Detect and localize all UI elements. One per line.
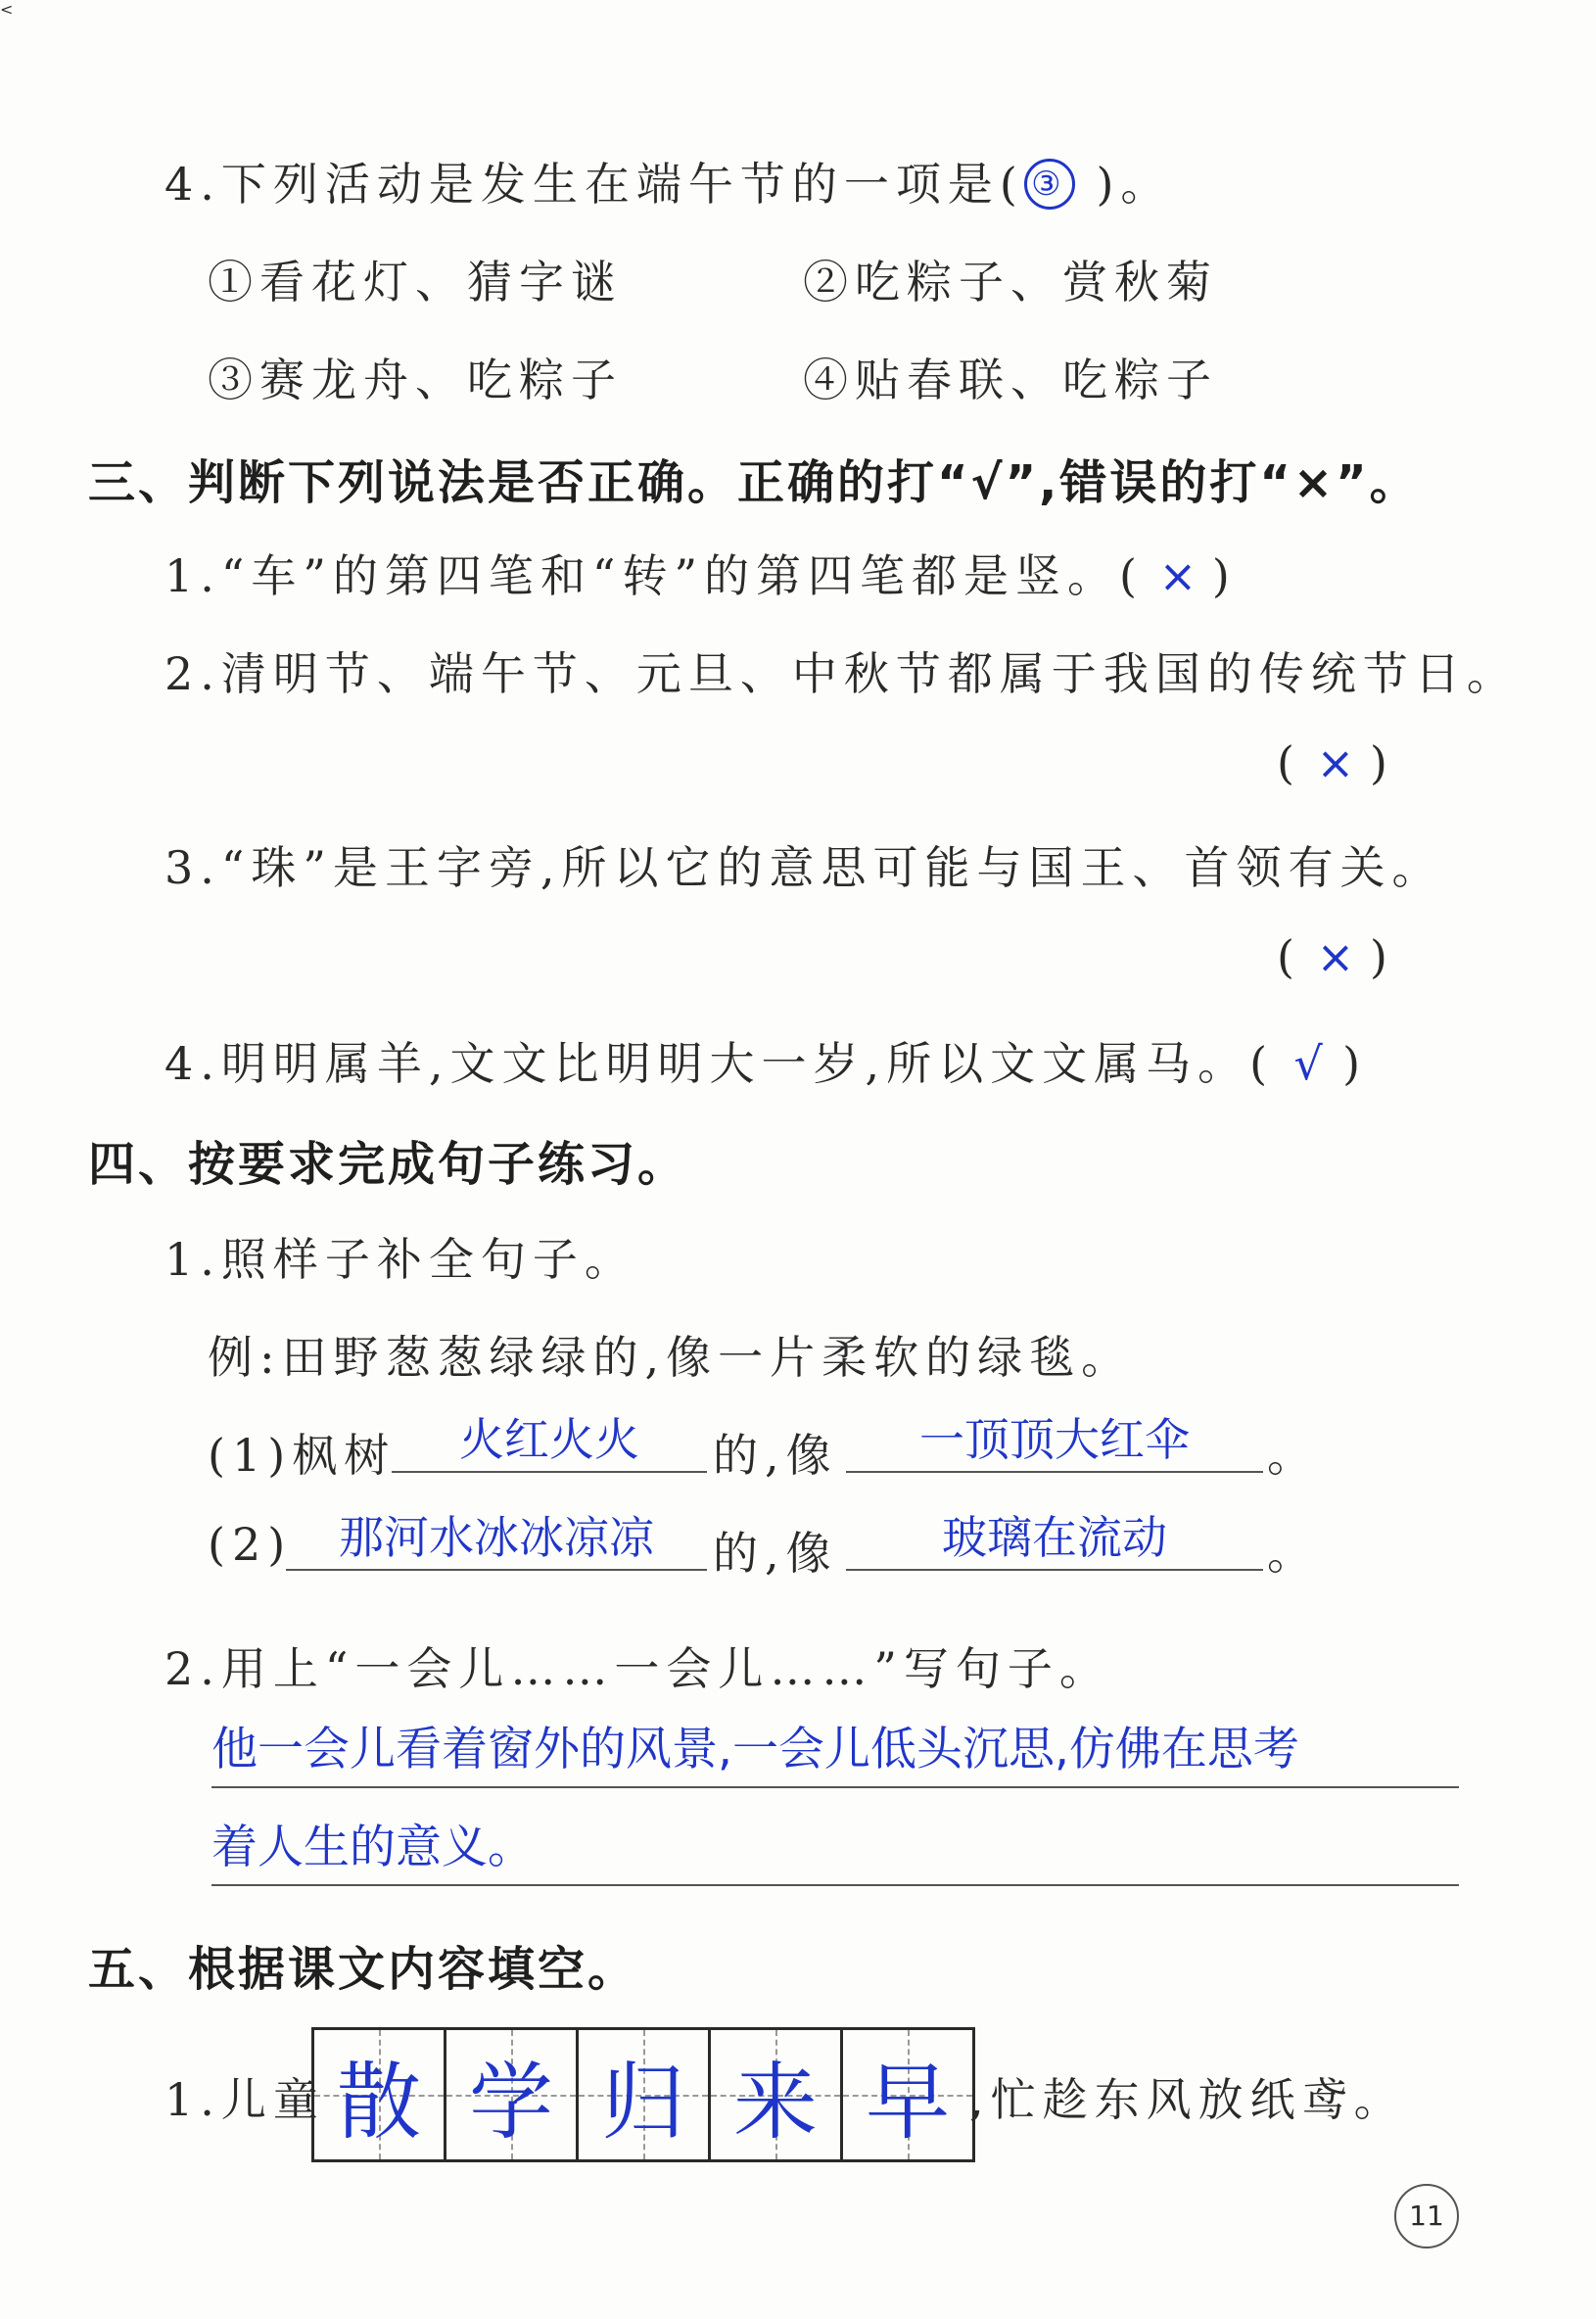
s3-item-2-text: 2.清明节、端午节、元旦、中秋节都属于我国的传统节日。 [164,647,1519,700]
q4-option-2: ②吃粽子、赏秋菊 [803,256,1218,308]
s4-s2-blank-2: 玻璃在流动 [846,1508,1263,1571]
grid-cell [711,2030,843,2159]
q4-option-3: ③赛龙舟、吃粽子 [208,354,623,406]
s4-example: 例:田野葱葱绿绿的,像一片柔软的绿毯。 [208,1331,1134,1384]
s4-s1-prefix: (1)枫树 [208,1429,397,1482]
worksheet-page: 4.下列活动是发生在端午节的一项是( ③ )。 ①看花灯、猜字谜 ②吃粽子、赏秋菊 ③赛龙舟、吃粽子 ④贴春联、吃粽子 三、判断下列说法是否正确。正确的打“√”,错误的打“×”。 1.“车”的第四笔和“转”的第四笔都是竖。( × ) 2.清明节、端午节、元旦、中秋节都属于我国的传统节日。 ( × ) 3.“珠”是王字旁,所以它的意思可能与国王、首领有关。 ( × ) 4.明明属羊,文文比明明大一岁,所以文文属马。( √ ) 四、按要求完成句子练习。 1.照样子补全句子。 例:田野葱葱绿绿的,像一片柔软的绿毯。 (1)枫树 火红火火 的,像 一顶顶大红伞 。 (2) 那河水冰冰凉凉 的,像 玻璃在流动 。 2.用上“一会儿……一会儿……”写句子。 他一会儿看着窗外的风景,一会儿低头沉思,仿佛在思考 着人生的意义。 < 五、根据课文内容填空。 1.儿童 散 学 归 来 早 ,忙趁东风放纸鸢。 11 [0,0,1596,2319]
s3-item-3-answer: × [1316,930,1355,983]
s4-s2-mid: 的,像 [713,1527,838,1580]
section4-title: 四、按要求完成句子练习。 [88,1137,688,1192]
tianzige-grid [311,2027,975,2162]
s3-item-1: 1.“车”的第四笔和“转”的第四笔都是竖。( × ) [164,549,1237,602]
s3-item-4-answer: √ [1293,1037,1323,1090]
s3-item-3-paren: ( × ) [1277,930,1394,983]
s4-s2-prefix: (2) [208,1518,293,1571]
s4-q1-label: 1.照样子补全句子。 [164,1233,636,1286]
q4-answer: ③ [1024,159,1075,210]
q4-stem-before: 4.下列活动是发生在端午节的一项是( [164,158,1024,211]
s3-item-2-paren: ( × ) [1277,736,1394,789]
section5-title: 五、根据课文内容填空。 [88,1942,638,1997]
page-number: 11 [1394,2184,1459,2248]
grid-char-1: 散 [337,2054,421,2152]
s3-item-1-answer: × [1158,549,1197,602]
s4-q2-label: 2.用上“一会儿……一会儿……”写句子。 [164,1642,1111,1695]
s4-q2-answer-line-1: 他一会儿看着窗外的风景,一会儿低头沉思,仿佛在思考 [211,1716,1459,1788]
s4-s1-end: 。 [1267,1429,1319,1482]
s3-item-1-text: 1.“车”的第四笔和“转”的第四笔都是竖。 [164,549,1119,602]
grid-cell [314,2030,446,2159]
s4-s1-mid: 的,像 [713,1429,838,1482]
q4-option-4: ④贴春联、吃粽子 [803,354,1218,406]
grid-char-2: 学 [469,2054,553,2152]
s3-item-4-text: 4.明明属羊,文文比明明大一岁,所以文文属马。 [164,1037,1250,1090]
s4-s1-blank-1: 火红火火 [392,1410,707,1473]
s3-item-3-text: 3.“珠”是王字旁,所以它的意思可能与国王、首领有关。 [164,841,1444,894]
q4-stem [164,149,1172,213]
grid-char-5: 早 [866,2054,950,2152]
section3-title: 三、判断下列说法是否正确。正确的打“√”,错误的打“×”。 [88,455,1420,510]
s3-item-2-answer: × [1316,736,1355,789]
s4-s2-end: 。 [1267,1527,1319,1580]
s3-item-4: 4.明明属羊,文文比明明大一岁,所以文文属马。( √ ) [164,1037,1368,1090]
q4-stem-after: )。 [1096,158,1173,211]
s5-q1-prefix: 1.儿童 [164,2073,325,2126]
s4-s1-blank-2: 一顶顶大红伞 [846,1410,1263,1473]
grid-cell [579,2030,711,2159]
s4-s2-blank-1: 那河水冰冰凉凉 [286,1508,707,1571]
grid-char-3: 归 [601,2054,685,2152]
q4-option-1: ①看花灯、猜字谜 [208,256,623,308]
s5-q1-suffix: ,忙趁东风放纸鸢。 [969,2073,1406,2126]
grid-cell [843,2030,972,2159]
grid-char-4: 来 [733,2054,818,2152]
grid-cell [446,2030,579,2159]
s4-q2-answer-line-2: 着人生的意义。 [211,1814,1459,1886]
